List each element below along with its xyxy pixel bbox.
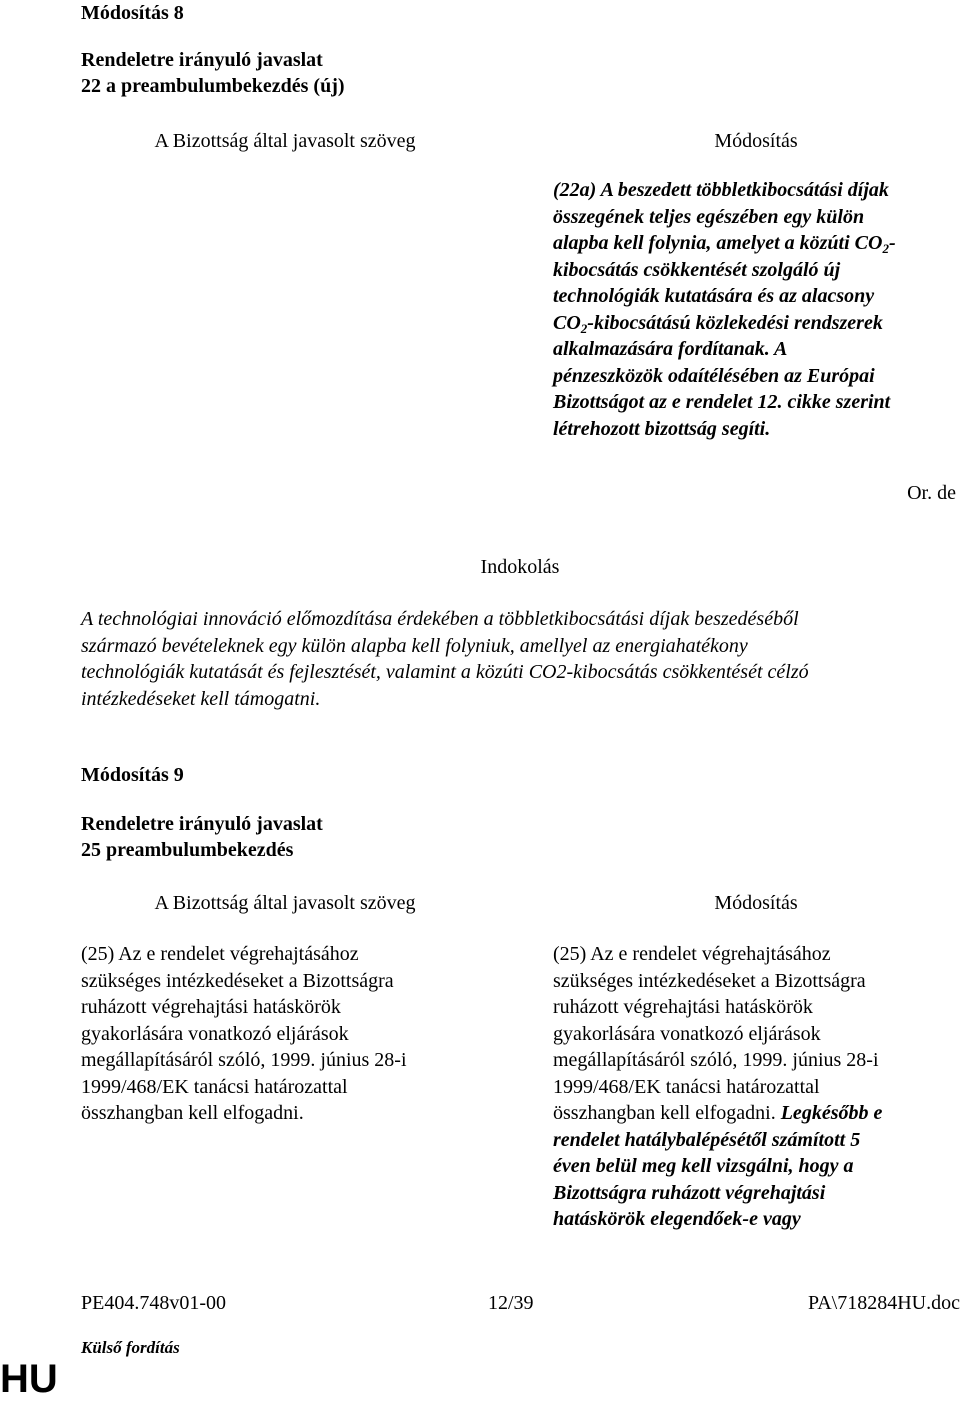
amend-line: megállapításáról szóló, 1999. június 28-i	[553, 1049, 879, 1071]
amend-line: $CO_2$-kibocsátású közlekedési rendszerek	[553, 311, 883, 336]
justification-line: intézkedéseket kell támogatni.	[81, 687, 321, 710]
amend-line: összegének teljes egészében egy külön	[553, 205, 865, 228]
amend-line: ruházott végrehajtási hatáskörök	[553, 996, 813, 1018]
justification-line: A technológiai innováció előmozdítása érdekében a többletkibocsátási díjak beszedéséből	[81, 608, 799, 630]
amend-line: pénzeszközök odaítélésében az Európai	[553, 364, 875, 387]
amend-added-line: Bizottságra ruházott végrehajtási	[553, 1181, 826, 1204]
amend-line: 1999/468/EK tanácsi határozattal	[553, 1075, 820, 1098]
amend-added-text: Legkésőbb e	[780, 1102, 883, 1124]
amend-line: létrehozott bizottság segíti.	[553, 417, 771, 440]
footer-file-name: PA\718284HU.doc	[807, 1292, 960, 1314]
amendment-9-title: Módosítás 9	[81, 764, 184, 786]
amendment-8-left-column-head: A Bizottság által javasolt szöveg	[154, 130, 416, 152]
commission-line: megállapításáról szóló, 1999. június 28-i	[81, 1049, 407, 1071]
amend-line: gyakorlására vonatkozó eljárások	[553, 1022, 821, 1045]
amend-line: kibocsátás csökkentését szolgáló új	[553, 258, 841, 281]
commission-line: összhangban kell elfogadni.	[81, 1102, 304, 1124]
amend-line: (22a) A beszedett többletkibocsátási díjak	[553, 179, 889, 201]
amend-line: technológiák kutatására és az alacsony	[553, 285, 875, 307]
amendment-8-proposal-label: Rendeletre irányuló javaslat	[81, 49, 323, 71]
justification-line: származó bevételeknek egy külön alapba kell folyniuk, amellyel az energiahatékony	[81, 634, 748, 657]
commission-line: (25) Az e rendelet végrehajtásához	[81, 943, 359, 965]
original-language: Or. de	[907, 482, 956, 504]
amend-line: (25) Az e rendelet végrehajtásához	[553, 943, 831, 965]
amendment-9-right-column-head: Módosítás	[714, 892, 798, 914]
amend-added-line: éven belül meg kell vizsgálni, hogy a	[553, 1155, 854, 1177]
justification-text	[81, 606, 960, 712]
amend-added-line: rendelet hatálybalépésétől számított 5	[553, 1128, 861, 1151]
amendment-9-proposal-label: Rendeletre irányuló javaslat	[81, 813, 323, 835]
translation-note: Külső fordítás	[81, 1338, 180, 1357]
amend-line: alkalmazására fordítanak. A	[553, 338, 788, 360]
amendment-9-left-column-head: A Bizottság által javasolt szöveg	[154, 892, 416, 914]
amend-line: szükséges intézkedéseket a Bizottságra	[553, 969, 866, 992]
commission-line: szükséges intézkedéseket a Bizottságra	[81, 969, 394, 992]
amendment-8-text	[553, 177, 953, 442]
amendment-9-recital-ref: 25 preambulumbekezdés	[81, 839, 294, 861]
commission-line: ruházott végrehajtási hatáskörök	[81, 996, 341, 1018]
footer-doc-ref: PE404.748v01-00	[81, 1292, 226, 1314]
amend-line: összhangban kell elfogadni. Legkésőbb e	[553, 1102, 883, 1124]
commission-line: gyakorlására vonatkozó eljárások	[81, 1022, 349, 1045]
amendment-8-recital-ref: 22 a preambulumbekezdés (új)	[81, 75, 345, 97]
amendment-8-title: Módosítás 8	[81, 2, 184, 24]
amendment-8-right-column-head: Módosítás	[714, 130, 798, 152]
justification-heading: Indokolás	[480, 556, 560, 578]
footer-page-number: 12/39	[488, 1292, 534, 1314]
justification-line: technológiák kutatását és fejlesztését, valamint a közúti CO2-kibocsátás csökkentését célzó	[81, 661, 809, 683]
amendment-9-text	[553, 941, 953, 1233]
amend-added-line: hatáskörök elegendőek-e vagy	[553, 1208, 801, 1230]
amend-line: Bizottságot az e rendelet 12. cikke szerint	[553, 391, 891, 413]
commission-line: 1999/468/EK tanácsi határozattal	[81, 1075, 348, 1098]
amend-line: alapba kell folynia, amelyet a közúti $CO_2-$	[553, 232, 896, 256]
commission-text	[81, 941, 481, 1127]
language-code: HU	[0, 1357, 58, 1401]
